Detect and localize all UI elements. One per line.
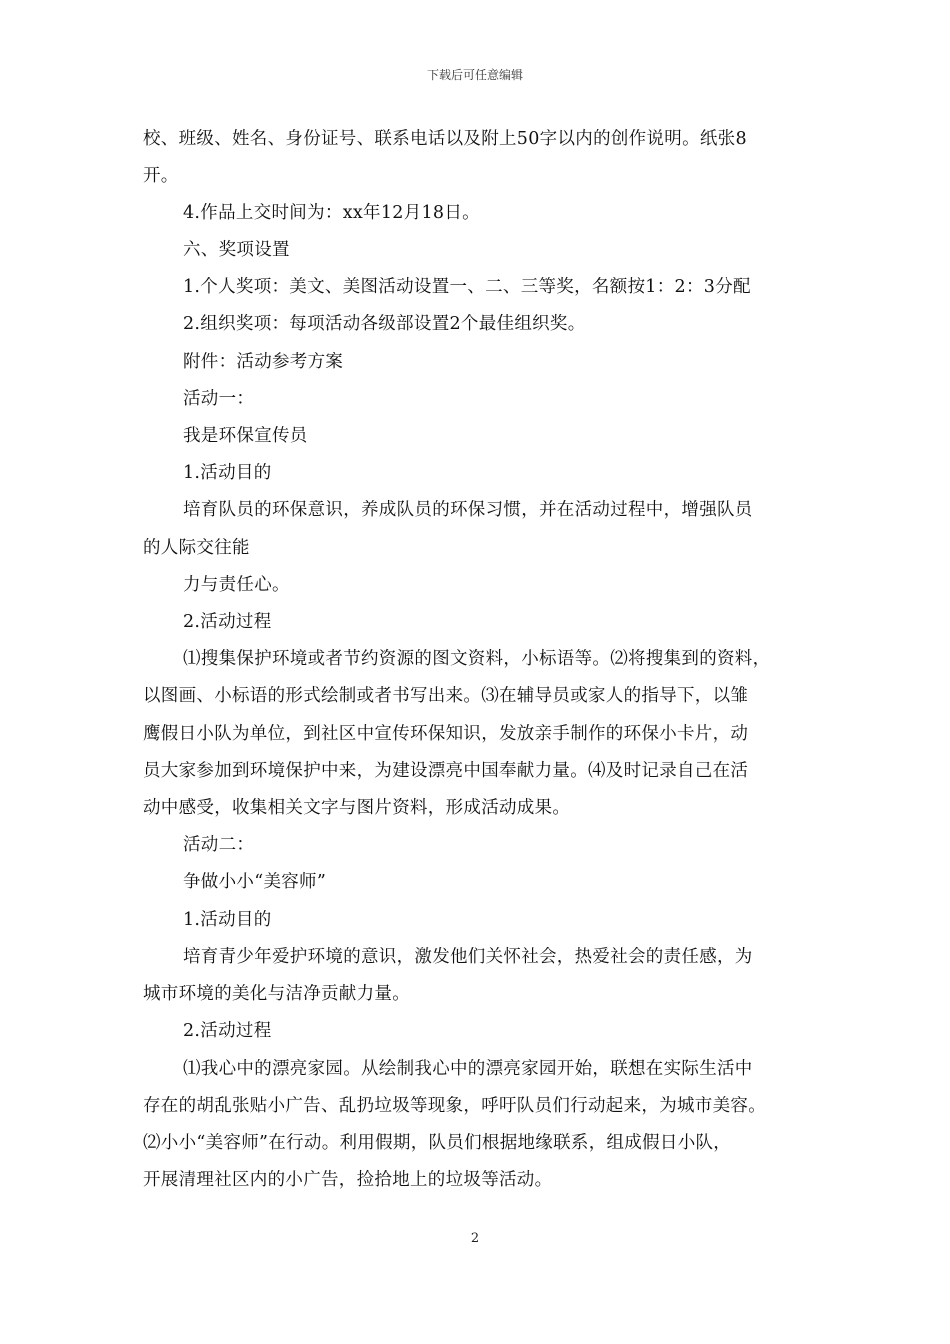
text-line: 力与责任心。 [183, 575, 290, 595]
text-line: 开展清理社区内的小广告，捡拾地上的垃圾等活动。 [143, 1170, 553, 1190]
text-line: 城市环境的美化与洁净贡献力量。 [143, 984, 410, 1004]
text-line: ⑴我心中的漂亮家园。从绘制我心中的漂亮家园开始，联想在实际生活中 [183, 1059, 753, 1079]
section-heading: 六、奖项设置 [183, 240, 290, 260]
text-line: 活动一： [183, 389, 255, 409]
text-line: 动中感受，收集相关文字与图片资料，形成活动成果。 [143, 798, 571, 818]
page-number: 2 [470, 1231, 480, 1246]
text-line: 培育青少年爱护环境的意识，激发他们关怀社会，热爱社会的责任感，为 [183, 947, 753, 967]
text-line: 开。 [143, 166, 179, 186]
text-line: 以图画、小标语的形式绘制或者书写出来。⑶在辅导员或家人的指导下，以雏 [143, 686, 749, 706]
text-line: 4.作品上交时间为：xx年12月18日。 [183, 203, 480, 223]
text-line: 校、班级、姓名、身份证号、联系电话以及附上50字以内的创作说明。纸张8 [143, 129, 747, 149]
text-line: 培育队员的环保意识，养成队员的环保习惯，并在活动过程中，增强队员 [183, 500, 753, 520]
subheading: 1.活动目的 [183, 910, 272, 930]
text-line: 存在的胡乱张贴小广告、乱扔垃圾等现象，呼吁队员们行动起来，为城市美容。 [143, 1096, 766, 1116]
text-line: 附件：活动参考方案 [183, 352, 344, 372]
text-line: 2.组织奖项：每项活动各级部设置2个最佳组织奖。 [183, 314, 586, 334]
subheading: 1.活动目的 [183, 463, 272, 483]
activity-title: 我是环保宣传员 [183, 426, 308, 446]
subheading: 2.活动过程 [183, 1021, 272, 1041]
text-line: 1.个人奖项：美文、美图活动设置一、二、三等奖，名额按1：2：3分配 [183, 277, 751, 297]
text-line: 活动二： [183, 835, 255, 855]
text-line: 员大家参加到环境保护中来，为建设漂亮中国奉献力量。⑷及时记录自己在活 [143, 761, 749, 781]
page-header: 下载后可任意编辑 [426, 68, 523, 82]
text-line: 鹰假日小队为单位，到社区中宣传环保知识，发放亲手制作的环保小卡片，动 [143, 724, 749, 744]
text-line: ⑵小小“美容师”在行动。利用假期，队员们根据地缘联系，组成假日小队， [143, 1133, 732, 1153]
text-line: ⑴搜集保护环境或者节约资源的图文资料，小标语等。⑵将搜集到的资料， [183, 649, 771, 669]
subheading: 2.活动过程 [183, 612, 272, 632]
text-line: 的人际交往能 [143, 538, 250, 558]
activity-title: 争做小小“美容师” [183, 872, 327, 892]
